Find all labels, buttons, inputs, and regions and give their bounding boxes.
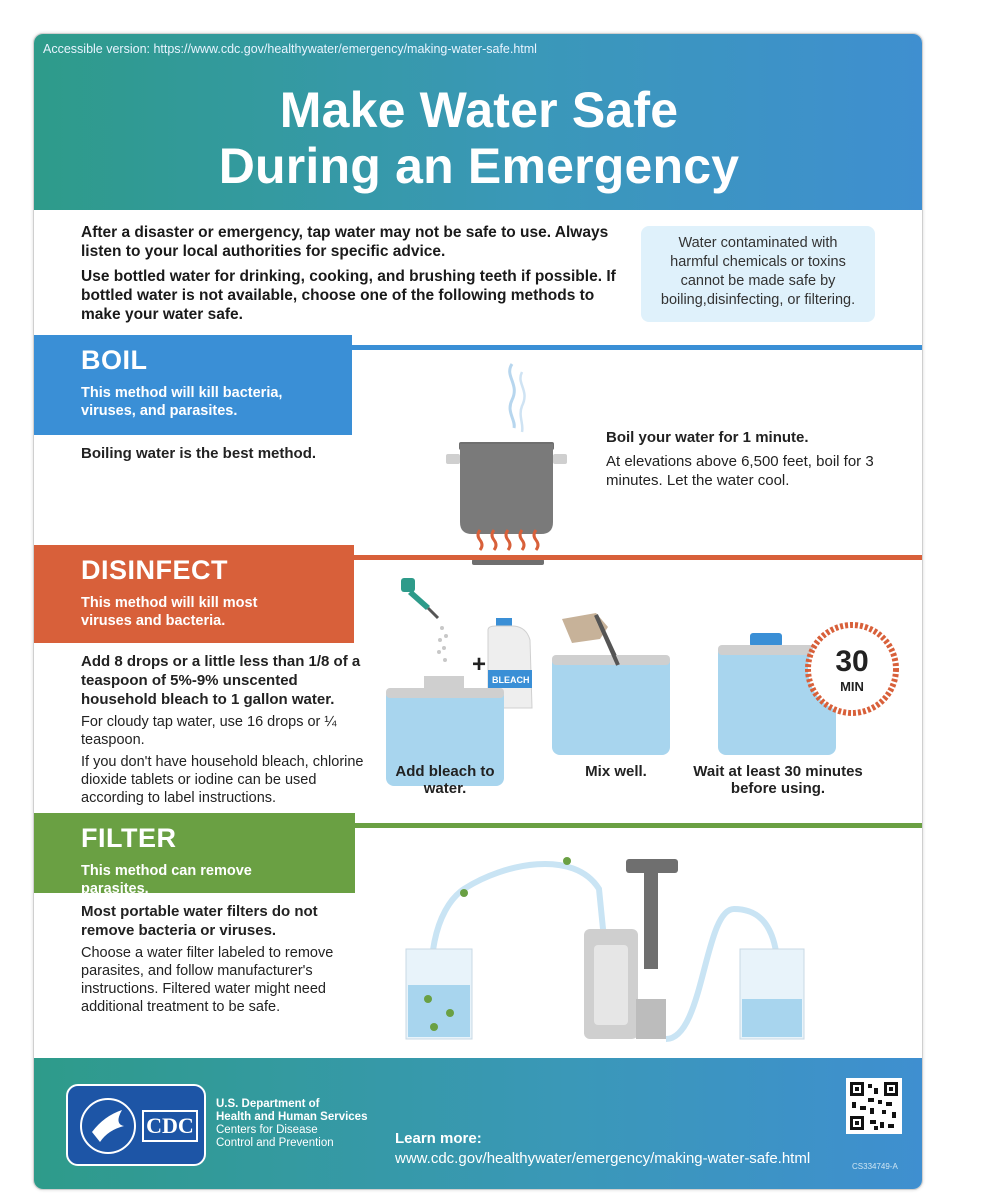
water-filter-icon — [404, 849, 784, 1049]
learn-more — [395, 1129, 810, 1169]
boil-subtitle: This method will kill bacteria, viruses, and parasites. — [81, 385, 283, 419]
title-line-2: During an Emergency — [218, 138, 740, 194]
intro-text — [81, 223, 626, 330]
disinfect-alternatives: If you don't have household bleach, chlorine dioxide tablets or iodine can be used according to label instructions. — [81, 754, 364, 806]
disinfect-heading: DISINFECT — [81, 555, 229, 585]
accessible-version-link[interactable]: Accessible version: https://www.cdc.gov/healthywater/emergency/making-water-safe.html — [43, 42, 537, 56]
svg-text:+: + — [472, 651, 487, 678]
boiling-pot-icon — [434, 354, 574, 534]
title-line-1: Make Water Safe — [279, 82, 679, 138]
document-code: CS334749-A — [852, 1162, 898, 1171]
timer-number: 30 — [835, 645, 869, 678]
disinfect-cloudy-note: For cloudy tap water, use 16 drops or ¼ teaspoon. — [81, 714, 337, 748]
page-title — [34, 82, 923, 194]
boil-heading: BOIL — [81, 345, 148, 375]
cdc-line-2: Control and Prevention — [216, 1137, 334, 1149]
hhs-eagle-seal-icon — [78, 1096, 138, 1156]
boil-divider — [352, 345, 923, 350]
disinfect-label — [34, 545, 354, 643]
timer-unit: MIN — [840, 679, 864, 694]
intro-paragraph-1: After a disaster or emergency, tap water may not be safe to use. Always listen to your local authorities for specific advice. — [81, 224, 609, 260]
boil-best-method: Boiling water is the best method. — [81, 445, 317, 462]
boil-instructions — [606, 428, 896, 490]
cdc-line-1: Centers for Disease — [216, 1124, 318, 1136]
filter-instructions: Choose a water filter labeled to remove parasites, and follow manufacturer's instructions. Filtered water might need additional treatment to be safe. — [81, 945, 334, 1015]
filter-heading: FILTER — [81, 823, 177, 853]
intro-paragraph-2: Use bottled water for drinking, cooking, and brushing teeth if possible. If bottled water is not available, choose one of the following methods to make your water safe. — [81, 268, 616, 323]
disinfect-bold: Add 8 drops or a little less than 1/8 of a teaspoon of 5%-9% unscented household bleach to 1 gallon water. — [81, 653, 361, 708]
filter-label — [34, 813, 355, 897]
wait-timer-icon — [714, 609, 894, 759]
boil-step-text: At elevations above 6,500 feet, boil for 3 minutes. Let the water cool. — [606, 453, 874, 489]
caption-mix: Mix well. — [585, 763, 647, 780]
boil-body — [81, 444, 371, 467]
hhs-line-2: Health and Human Services — [216, 1111, 368, 1123]
filter-body — [81, 902, 366, 1020]
hhs-line-1: U.S. Department of — [216, 1098, 320, 1110]
disinfect-subtitle: This method will kill most viruses and bacteria. — [81, 595, 258, 629]
poster — [33, 33, 923, 1190]
caption-wait: Wait at least 30 minutes before using. — [693, 763, 863, 797]
hhs-cdc-logo — [66, 1084, 206, 1166]
disinfect-divider — [354, 555, 923, 560]
cdc-logo-text: CDC — [142, 1110, 198, 1142]
mix-water-icon — [552, 609, 672, 759]
footer-banner — [34, 1058, 923, 1190]
learn-more-label: Learn more: — [395, 1130, 482, 1147]
agency-names — [216, 1098, 367, 1150]
chemical-warning-box: Water contaminated with harmful chemicals or toxins cannot be made safe by boiling,disinfecting, or filtering. — [641, 226, 875, 322]
header-banner — [34, 34, 923, 210]
filter-subtitle: This method can remove parasites. — [81, 863, 252, 897]
filter-divider — [355, 823, 923, 828]
bleach-bottle-label: BLEACH — [492, 675, 530, 685]
disinfect-body — [81, 652, 366, 811]
boil-step-bold: Boil your water for 1 minute. — [606, 429, 809, 446]
boil-label — [34, 335, 352, 435]
add-bleach-icon — [384, 578, 554, 758]
qr-code-icon[interactable] — [846, 1078, 902, 1134]
filter-bold: Most portable water filters do not remove bacteria or viruses. — [81, 903, 318, 939]
caption-add-bleach: Add bleach to water. — [395, 763, 495, 797]
learn-more-url[interactable]: www.cdc.gov/healthywater/emergency/making-water-safe.html — [395, 1150, 811, 1167]
